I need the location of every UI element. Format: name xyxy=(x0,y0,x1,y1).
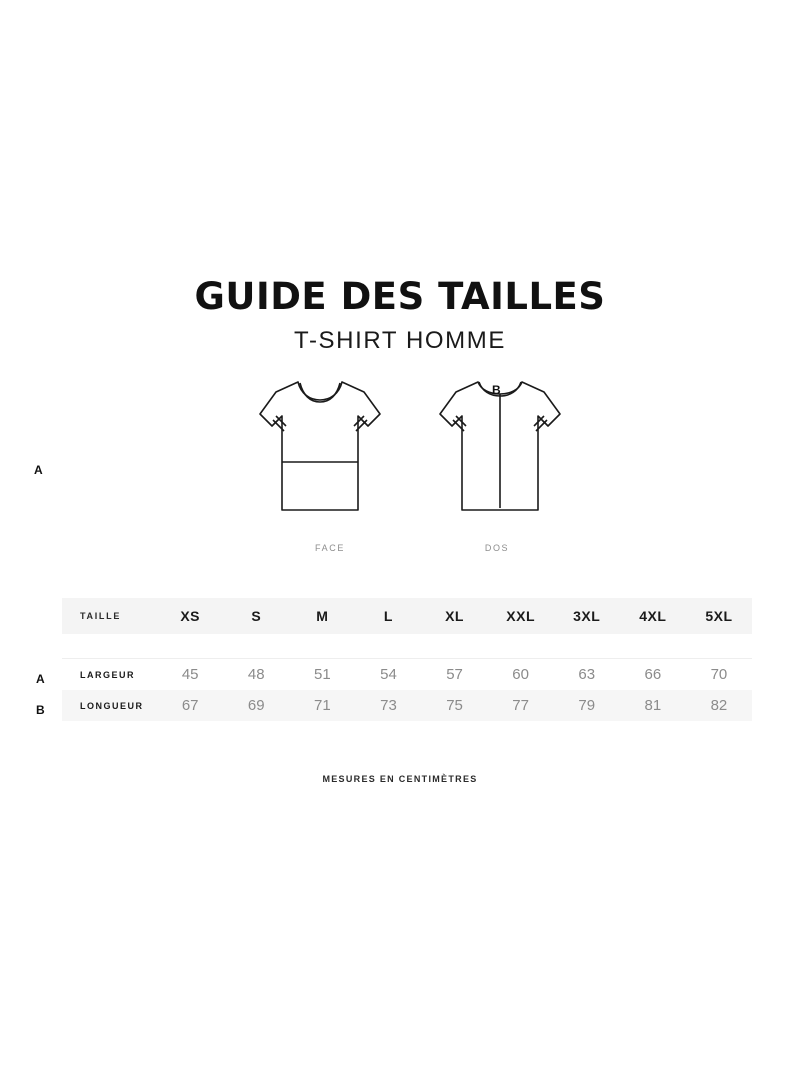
tshirt-front-illustration xyxy=(240,370,400,525)
cell-largeur-xs: 45 xyxy=(157,659,223,691)
cell-longueur-xxl: 77 xyxy=(488,690,554,721)
marker-a: A xyxy=(34,463,43,477)
cell-longueur-s: 69 xyxy=(223,690,289,721)
page-title: GUIDE DES TAILLES xyxy=(194,275,606,318)
row-label-largeur: LARGEUR xyxy=(62,659,157,691)
cell-longueur-5xl: 82 xyxy=(686,690,752,721)
cell-longueur-xs: 67 xyxy=(157,690,223,721)
header-size-l: L xyxy=(355,598,421,634)
row-marker-a: A xyxy=(36,672,45,686)
cell-longueur-l: 73 xyxy=(355,690,421,721)
table-spacer-row xyxy=(62,634,752,659)
cell-largeur-m: 51 xyxy=(289,659,355,691)
caption-face: FACE xyxy=(315,543,345,553)
cell-largeur-5xl: 70 xyxy=(686,659,752,691)
row-marker-b: B xyxy=(36,703,45,717)
row-markers xyxy=(36,664,45,726)
cell-longueur-4xl: 81 xyxy=(620,690,686,721)
size-table-wrapper xyxy=(62,598,752,721)
table-row xyxy=(62,659,752,691)
tshirt-front-icon xyxy=(240,370,400,520)
header-taille: TAILLE xyxy=(62,598,157,634)
cell-longueur-m: 71 xyxy=(289,690,355,721)
header-size-m: M xyxy=(289,598,355,634)
header-size-xs: XS xyxy=(157,598,223,634)
page-subtitle: T-SHIRT HOMME xyxy=(294,326,506,354)
header-size-3xl: 3XL xyxy=(554,598,620,634)
title-block xyxy=(0,275,800,355)
cell-longueur-3xl: 79 xyxy=(554,690,620,721)
cell-longueur-xl: 75 xyxy=(422,690,488,721)
header-size-5xl: 5XL xyxy=(686,598,752,634)
cell-largeur-4xl: 66 xyxy=(620,659,686,691)
header-size-4xl: 4XL xyxy=(620,598,686,634)
illustration-area xyxy=(0,370,800,560)
table-row xyxy=(62,690,752,721)
cell-largeur-3xl: 63 xyxy=(554,659,620,691)
cell-largeur-xxl: 60 xyxy=(488,659,554,691)
cell-largeur-l: 54 xyxy=(355,659,421,691)
footnote: MESURES EN CENTIMÈTRES xyxy=(322,774,478,784)
header-size-xl: XL xyxy=(422,598,488,634)
size-table xyxy=(62,598,752,721)
caption-dos: DOS xyxy=(484,543,510,553)
cell-largeur-xl: 57 xyxy=(422,659,488,691)
header-size-xxl: XXL xyxy=(488,598,554,634)
cell-largeur-s: 48 xyxy=(223,659,289,691)
header-size-s: S xyxy=(223,598,289,634)
marker-b: B xyxy=(492,383,501,397)
spacer-cell xyxy=(62,634,752,659)
table-header-row xyxy=(62,598,752,634)
row-label-longueur: LONGUEUR xyxy=(62,690,157,721)
